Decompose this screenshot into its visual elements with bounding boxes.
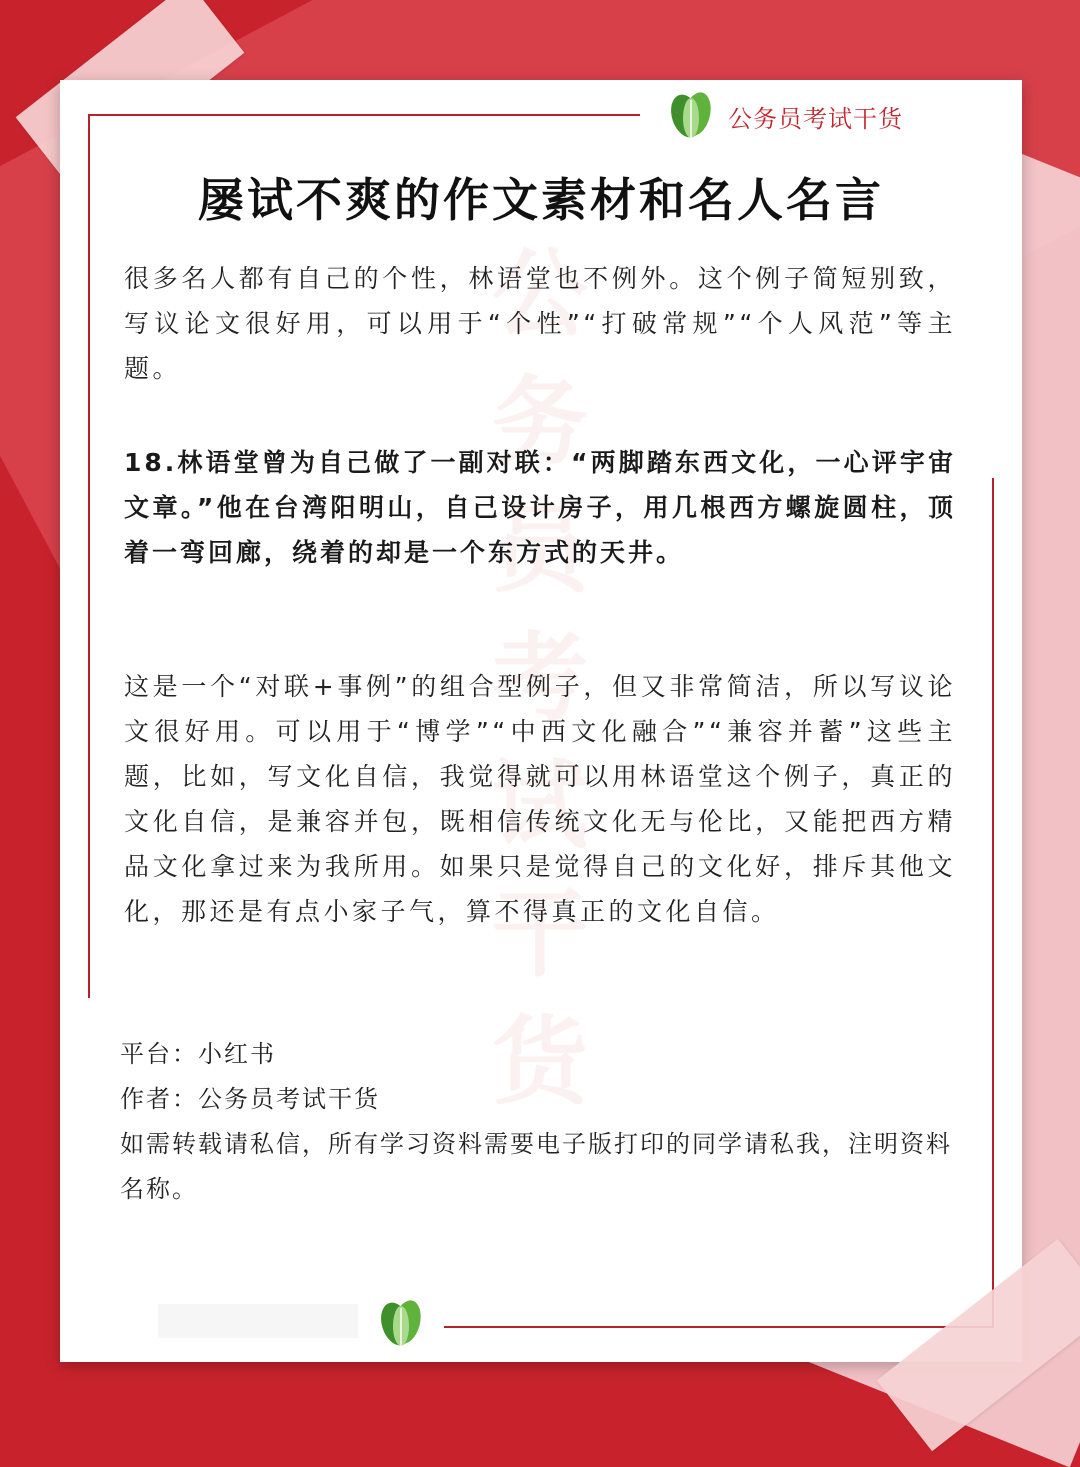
frame-line-left — [88, 114, 90, 998]
frame-line-right — [992, 478, 994, 1328]
cabbage-icon — [376, 1294, 426, 1354]
cabbage-icon — [666, 86, 716, 146]
quote-paragraph: 18.林语堂曾为自己做了一副对联：“两脚踏东西文化，一心评宇宙文章。”他在台湾阳明山，自己设计房子，用几根西方螺旋圆柱，顶着一弯回廊，绕着的却是一个东方式的天井。 — [124, 448, 956, 567]
footer-blur-bar — [158, 1304, 358, 1338]
frame-line-top — [88, 114, 640, 116]
repost-note: 如需转载请私信，所有学习资料需要电子版打印的同学请私我，注明资料名称。 — [120, 1130, 952, 1203]
brand-name: 公务员考试干货 — [728, 104, 903, 133]
author-line: 作者：公务员考试干货 — [120, 1085, 380, 1113]
intro-paragraph: 很多名人都有自己的个性，林语堂也不例外。这个例子简短别致，写议论文很好用，可以用于“个性”“打破常规”“个人风范”等主题。 — [124, 264, 956, 383]
page-title: 屡试不爽的作文素材和名人名言 — [198, 173, 884, 227]
platform-line: 平台：小红书 — [120, 1040, 276, 1068]
brand-header — [666, 86, 903, 146]
paper-card — [60, 80, 1022, 1362]
frame-line-bottom — [444, 1326, 994, 1328]
meta-info — [120, 1032, 970, 1212]
analysis-paragraph: 这是一个“对联+事例”的组合型例子，但又非常简洁，所以写议论文很好用。可以用于“博学”“中西文化融合”“兼容并蓄”这些主题，比如，写文化自信，我觉得就可以用林语堂这个例子，真正的文化自信，是兼容并包，既相信传统文化无与伦比，又能把西方精品文化拿过来为我所用。如果只是觉得自己的文化好，排斥其他文化，那还是有点小家子气，算不得真正的文化自信。 — [124, 672, 956, 926]
watermark-text: 公务员考试干货 — [492, 238, 588, 1118]
